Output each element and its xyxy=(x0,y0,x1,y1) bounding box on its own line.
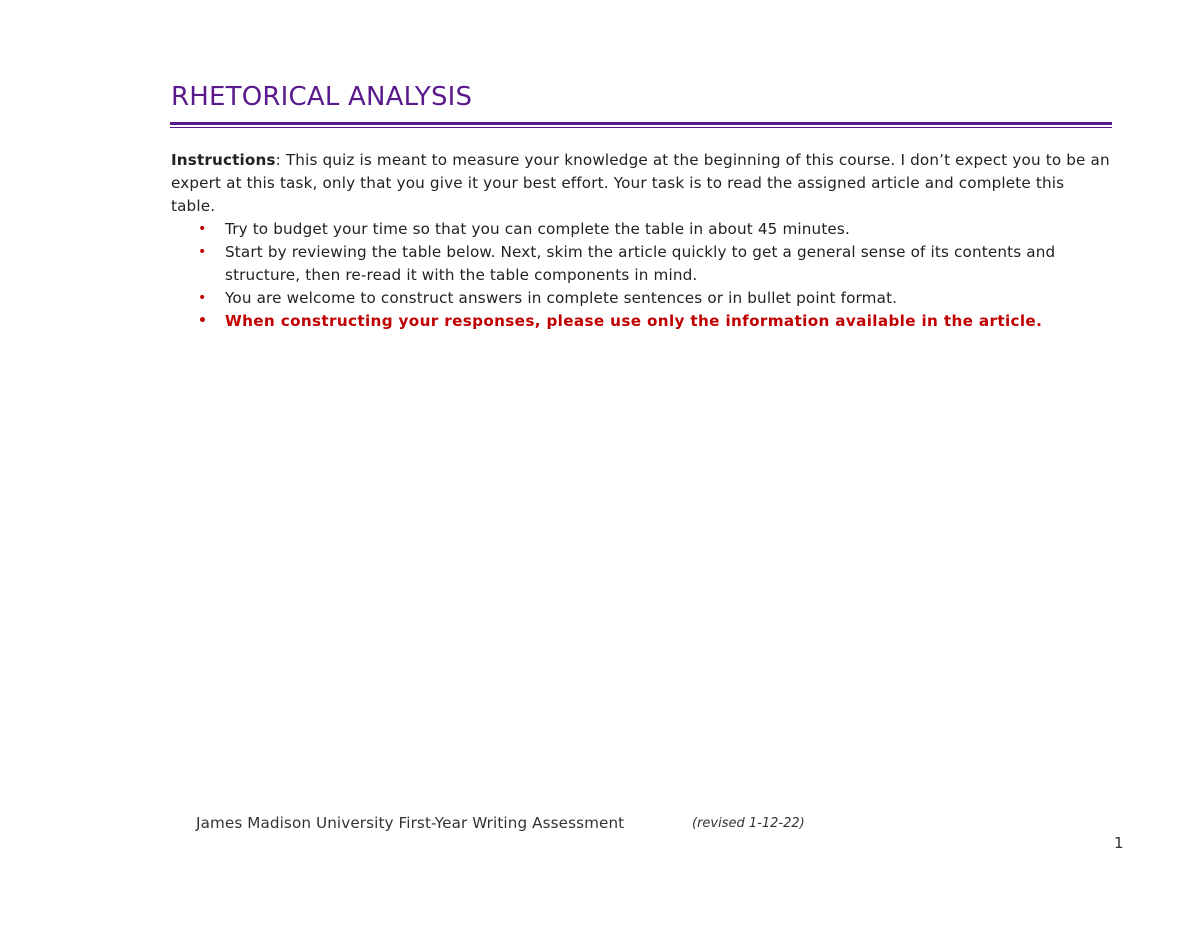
title-rule-thin xyxy=(170,127,1112,128)
page-title: RHETORICAL ANALYSIS xyxy=(171,82,473,112)
list-item-text: Try to budget your time so that you can complete the table in about 45 minutes. xyxy=(225,220,850,238)
page-number: 1 xyxy=(1114,834,1124,852)
list-item-text: When constructing your responses, please use only the information available in the article. xyxy=(225,312,1043,330)
instructions-label: Instructions xyxy=(171,151,276,169)
bullet-icon: • xyxy=(198,221,207,237)
footer-text: James Madison University First-Year Writing Assessment xyxy=(196,814,625,832)
title-rule-thick xyxy=(170,122,1112,125)
bullet-icon: • xyxy=(198,290,207,306)
bullet-icon: • xyxy=(198,313,208,329)
list-item-text: Start by reviewing the table below. Next, skim the article quickly to get a general sense of its contents and structure, then re-read it with the table components in mind. xyxy=(225,243,1056,284)
instruction-list xyxy=(171,218,1111,333)
list-item-emphasis xyxy=(171,310,1111,333)
list-item xyxy=(171,287,1111,310)
list-item xyxy=(171,218,1111,241)
footer-revised-date: (revised 1-12-22) xyxy=(692,816,805,831)
instructions-paragraph xyxy=(171,149,1111,218)
list-item xyxy=(171,241,1111,287)
bullet-icon: • xyxy=(198,244,207,260)
list-item-text: You are welcome to construct answers in complete sentences or in bullet point format. xyxy=(225,289,898,307)
instructions-text: : This quiz is meant to measure your knowledge at the beginning of this course. I don’t expect you to be an expert at this task, only that you give it your best effort. Your task is to read the assigned article and complete this table. xyxy=(171,151,1110,215)
